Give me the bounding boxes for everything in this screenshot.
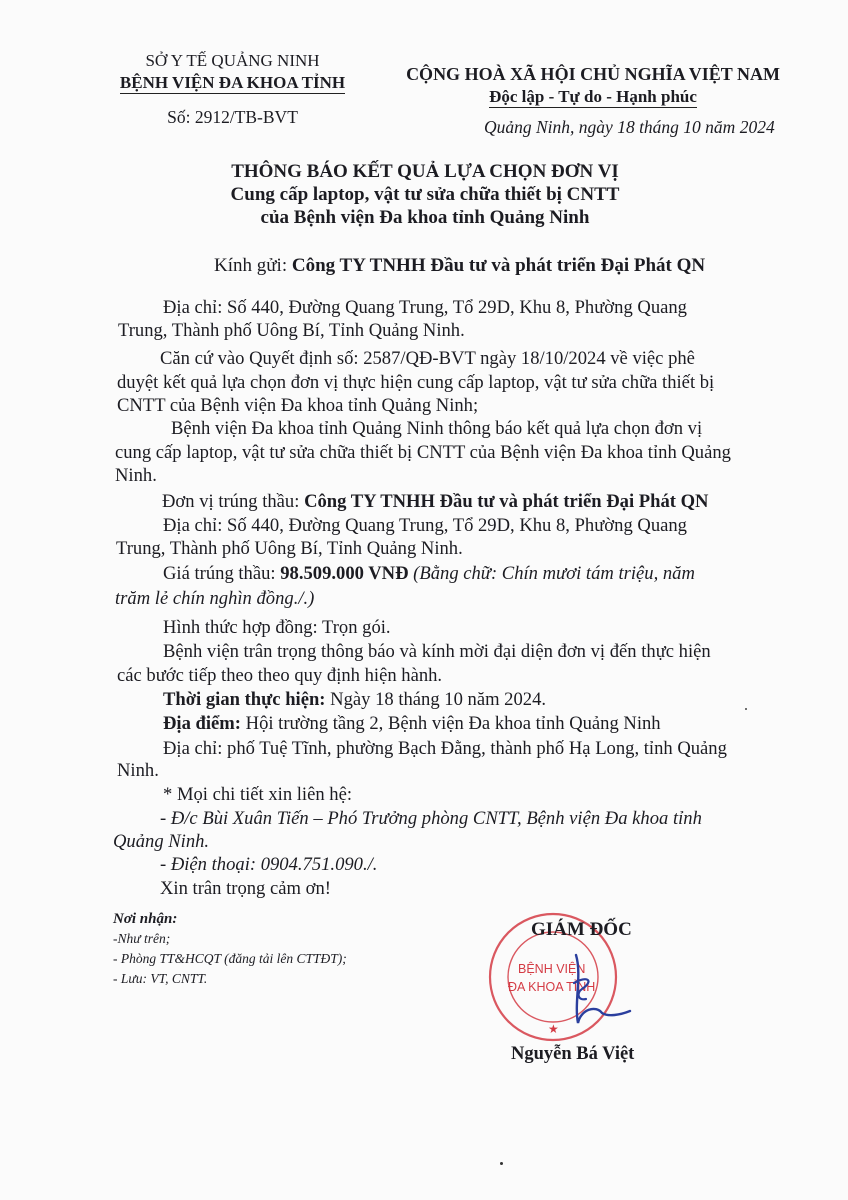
scan-speck bbox=[745, 708, 747, 710]
winner-name: Công TY TNHH Đầu tư và phát triển Đại Phát QN bbox=[304, 491, 709, 512]
venue-address-1: Địa chỉ: phố Tuệ Tĩnh, phường Bạch Đằng, thành phố Hạ Long, tỉnh Quảng bbox=[163, 738, 727, 759]
place-date: Quảng Ninh, ngày 18 tháng 10 năm 2024 bbox=[484, 117, 775, 137]
basis-line-1: Căn cứ vào Quyết định số: 2587/QĐ-BVT ngày 18/10/2024 về việc phê bbox=[160, 348, 695, 369]
venue-address-2: Ninh. bbox=[117, 760, 159, 781]
title-line-3: của Bệnh viện Đa khoa tỉnh Quảng Ninh bbox=[260, 207, 590, 228]
header-right bbox=[383, 62, 803, 108]
price-value: 98.509.000 VNĐ bbox=[280, 563, 409, 584]
recipients-item: - Phòng TT&HCQT (đăng tải lên CTTĐT); bbox=[113, 951, 347, 966]
recipients-title: Nơi nhận: bbox=[113, 911, 178, 927]
time-value: Ngày 18 tháng 10 năm 2024. bbox=[330, 689, 547, 710]
contact-person-2: Quảng Ninh. bbox=[113, 831, 210, 852]
nation-title: CỘNG HOÀ XÃ HỘI CHỦ NGHĨA VIỆT NAM bbox=[406, 64, 780, 84]
title-line-2: Cung cấp laptop, vật tư sửa chữa thiết bị CNTT bbox=[230, 184, 620, 205]
winner-label: Đơn vị trúng thầu: bbox=[162, 491, 300, 512]
address-2-line-1: Địa chỉ: Số 440, Đường Quang Trung, Tổ 29D, Khu 8, Phường Quang bbox=[163, 515, 687, 536]
invite-line-2: các bước tiếp theo theo quy định hiện hành. bbox=[117, 665, 443, 686]
venue-line bbox=[163, 713, 661, 735]
recipient-name: Công TY TNHH Đầu tư và phát triển Đại Phát QN bbox=[291, 255, 706, 276]
document-title bbox=[110, 160, 740, 230]
notice-line-1: Bệnh viện Đa khoa tỉnh Quảng Ninh thông báo kết quả lựa chọn đơn vị bbox=[171, 418, 703, 439]
address-2-line-2: Trung, Thành phố Uông Bí, Tỉnh Quảng Ninh. bbox=[116, 538, 463, 559]
contact-phone: - Điện thoại: 0904.751.090./. bbox=[160, 854, 378, 875]
recipient-label: Kính gửi: bbox=[214, 255, 288, 276]
price-words-1: (Bằng chữ: Chín mươi tám triệu, năm bbox=[413, 563, 695, 584]
stamp-star: ★ bbox=[548, 1022, 559, 1036]
address-1-line-2: Trung, Thành phố Uông Bí, Tỉnh Quảng Ninh. bbox=[118, 320, 465, 341]
contact-intro: * Mọi chi tiết xin liên hệ: bbox=[163, 784, 353, 805]
recipient-line bbox=[214, 255, 705, 277]
stamp-line-2: ĐA KHOA TỈNH bbox=[508, 980, 596, 994]
price-line bbox=[163, 563, 695, 585]
winner-line bbox=[162, 491, 709, 513]
venue-label: Địa điểm: bbox=[163, 713, 241, 734]
basis-line-3: CNTT của Bệnh viện Đa khoa tỉnh Quảng Ninh; bbox=[117, 395, 479, 416]
contact-person-1: - Đ/c Bùi Xuân Tiến – Phó Trưởng phòng CNTT, Bệnh viện Đa khoa tỉnh bbox=[160, 808, 702, 829]
document-number: Số: 2912/TB-BVT bbox=[167, 107, 298, 127]
scan-speck bbox=[500, 1162, 503, 1165]
notice-line-3: Ninh. bbox=[115, 465, 157, 486]
contract-type: Hình thức hợp đồng: Trọn gói. bbox=[163, 617, 391, 638]
notice-line-2: cung cấp laptop, vật tư sửa chữa thiết bị CNTT của Bệnh viện Đa khoa tỉnh Quảng bbox=[115, 442, 731, 463]
recipients-block bbox=[113, 909, 347, 989]
address-1-line-1: Địa chỉ: Số 440, Đường Quang Trung, Tổ 29D, Khu 8, Phường Quang bbox=[163, 297, 687, 318]
price-words-2: trăm lẻ chín nghìn đồng./.) bbox=[115, 588, 315, 609]
invite-line-1: Bệnh viện trân trọng thông báo và kính mời đại diện đơn vị đến thực hiện bbox=[163, 641, 711, 662]
hospital-name: BỆNH VIỆN ĐA KHOA TỈNH bbox=[119, 73, 346, 92]
header-left bbox=[100, 50, 365, 128]
venue-value: Hội trường tầng 2, Bệnh viện Đa khoa tỉnh Quảng Ninh bbox=[245, 713, 661, 734]
thanks-line: Xin trân trọng cảm ơn! bbox=[160, 878, 331, 899]
nation-motto: Độc lập - Tự do - Hạnh phúc bbox=[489, 87, 697, 106]
basis-line-2: duyệt kết quả lựa chọn đơn vị thực hiện cung cấp laptop, vật tư sửa chữa thiết bị bbox=[117, 372, 715, 393]
stamp-line-1: BỆNH VIỆN bbox=[518, 962, 586, 976]
title-line-1: THÔNG BÁO KẾT QUẢ LỰA CHỌN ĐƠN VỊ bbox=[231, 161, 619, 182]
signer-name: Nguyễn Bá Việt bbox=[511, 1044, 635, 1064]
recipients-item: - Lưu: VT, CNTT. bbox=[113, 971, 208, 986]
signer-role: GIÁM ĐỐC bbox=[531, 919, 632, 940]
time-label: Thời gian thực hiện: bbox=[163, 689, 326, 710]
price-label: Giá trúng thầu: bbox=[163, 563, 276, 584]
time-line bbox=[163, 689, 546, 711]
recipients-item: -Như trên; bbox=[113, 931, 171, 946]
department-name: SỞ Y TẾ QUẢNG NINH bbox=[145, 51, 320, 70]
